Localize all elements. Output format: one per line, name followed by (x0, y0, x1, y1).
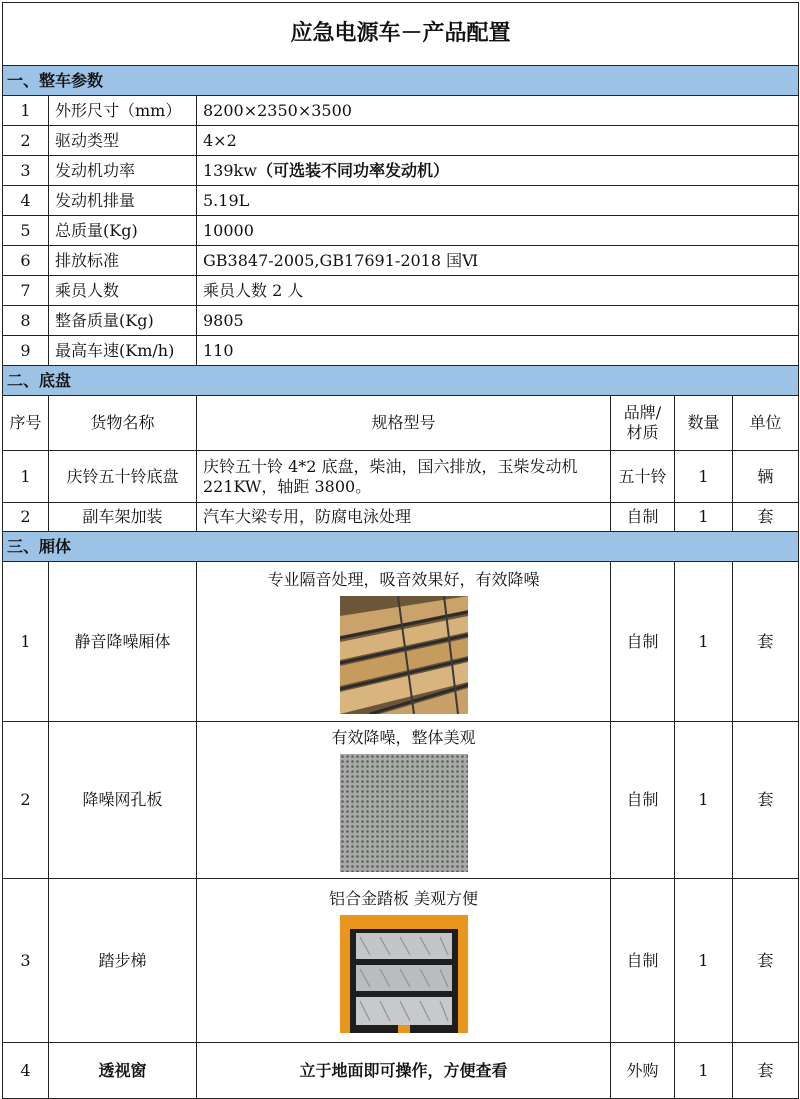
item-description-cell (197, 879, 611, 1043)
item-name: 踏步梯 (49, 879, 197, 1043)
param-value: 10000 (197, 216, 799, 246)
item-unit: 套 (733, 879, 799, 1043)
item-qty: 1 (675, 1043, 733, 1099)
param-row (3, 306, 799, 336)
item-qty: 1 (675, 503, 733, 532)
table-row (3, 879, 799, 1043)
item-unit: 辆 (733, 451, 799, 503)
row-number: 9 (3, 336, 49, 366)
param-name: 发动机功率 (49, 156, 197, 186)
item-description-cell (197, 562, 611, 722)
item-spec: 汽车大梁专用，防腐电泳处理 (197, 503, 611, 532)
row-number: 1 (3, 562, 49, 722)
param-row (3, 276, 799, 306)
page-title: 应急电源车－产品配置 (3, 3, 799, 66)
param-name: 整备质量(Kg) (49, 306, 197, 336)
item-unit: 套 (733, 503, 799, 532)
item-qty: 1 (675, 879, 733, 1043)
product-config-table (2, 2, 799, 1099)
row-number: 8 (3, 306, 49, 336)
param-row (3, 96, 799, 126)
item-brand: 外购 (611, 1043, 675, 1099)
param-name: 驱动类型 (49, 126, 197, 156)
item-unit: 套 (733, 1043, 799, 1099)
param-value: 8200×2350×3500 (197, 96, 799, 126)
param-row (3, 156, 799, 186)
param-name: 排放标准 (49, 246, 197, 276)
row-number: 5 (3, 216, 49, 246)
param-row (3, 216, 799, 246)
item-caption: 专业隔音处理，吸音效果好，有效降噪 (267, 569, 540, 589)
column-header-qty: 数量 (675, 396, 733, 451)
param-value: 乘员人数 2 人 (197, 276, 799, 306)
column-header-unit: 单位 (733, 396, 799, 451)
param-row (3, 126, 799, 156)
param-name: 发动机排量 (49, 186, 197, 216)
row-number: 2 (3, 722, 49, 879)
table-header-row (3, 396, 799, 451)
perforated-panel-photo (340, 754, 468, 872)
item-spec: 庆铃五十铃 4*2 底盘，柴油，国六排放，玉柴发动机 221KW，轴距 3800。 (197, 451, 611, 503)
aluminum-step-ladder-photo (340, 915, 468, 1033)
item-caption: 立于地面即可操作，方便查看 (197, 1043, 611, 1099)
row-number: 1 (3, 96, 49, 126)
table-row (3, 1043, 799, 1099)
item-unit: 套 (733, 562, 799, 722)
section-heading-vehicle-params: 一、整车参数 (3, 66, 799, 96)
param-value: 139kw (203, 160, 257, 180)
row-number: 4 (3, 1043, 49, 1099)
row-number: 3 (3, 879, 49, 1043)
item-name: 降噪网孔板 (49, 722, 197, 879)
param-value: 110 (197, 336, 799, 366)
row-number: 3 (3, 156, 49, 186)
table-row (3, 562, 799, 722)
section-heading-cabin: 三、厢体 (3, 532, 799, 562)
item-caption: 有效降噪，整体美观 (331, 728, 476, 747)
param-name: 外形尺寸（mm） (49, 96, 197, 126)
item-unit: 套 (733, 722, 799, 879)
param-name: 最高车速(Km/h) (49, 336, 197, 366)
param-value: 9805 (197, 306, 799, 336)
item-qty: 1 (675, 722, 733, 879)
item-brand: 自制 (611, 722, 675, 879)
item-name: 透视窗 (49, 1043, 197, 1099)
item-brand: 自制 (611, 562, 675, 722)
param-row (3, 336, 799, 366)
column-header-no: 序号 (3, 396, 49, 451)
section-heading-chassis: 二、底盘 (3, 366, 799, 396)
item-name: 庆铃五十铃底盘 (49, 451, 197, 503)
sound-insulation-wool-photo (340, 596, 468, 714)
row-number: 2 (3, 126, 49, 156)
param-value: 5.19L (197, 186, 799, 216)
item-qty: 1 (675, 451, 733, 503)
column-header-spec: 规格型号 (197, 396, 611, 451)
param-note: （可选装不同功率发动机） (256, 160, 449, 180)
item-brand: 自制 (611, 503, 675, 532)
column-header-name: 货物名称 (49, 396, 197, 451)
item-brand: 五十铃 (611, 451, 675, 503)
table-row (3, 451, 799, 503)
table-row (3, 503, 799, 532)
item-description-cell (197, 722, 611, 879)
param-value: GB3847-2005,GB17691-2018 国Ⅵ (197, 246, 799, 276)
param-name: 总质量(Kg) (49, 216, 197, 246)
item-caption: 铝合金踏板 美观方便 (328, 888, 479, 908)
table-row (3, 722, 799, 879)
item-brand: 自制 (611, 879, 675, 1043)
param-value-cell (197, 156, 799, 186)
param-name: 乘员人数 (49, 276, 197, 306)
item-name: 静音降噪厢体 (49, 562, 197, 722)
column-header-brand: 品牌/材质 (611, 396, 675, 451)
param-row (3, 246, 799, 276)
row-number: 4 (3, 186, 49, 216)
row-number: 6 (3, 246, 49, 276)
row-number: 1 (3, 451, 49, 503)
row-number: 7 (3, 276, 49, 306)
param-row (3, 186, 799, 216)
item-name: 副车架加装 (49, 503, 197, 532)
row-number: 2 (3, 503, 49, 532)
param-value: 4×2 (197, 126, 799, 156)
item-qty: 1 (675, 562, 733, 722)
